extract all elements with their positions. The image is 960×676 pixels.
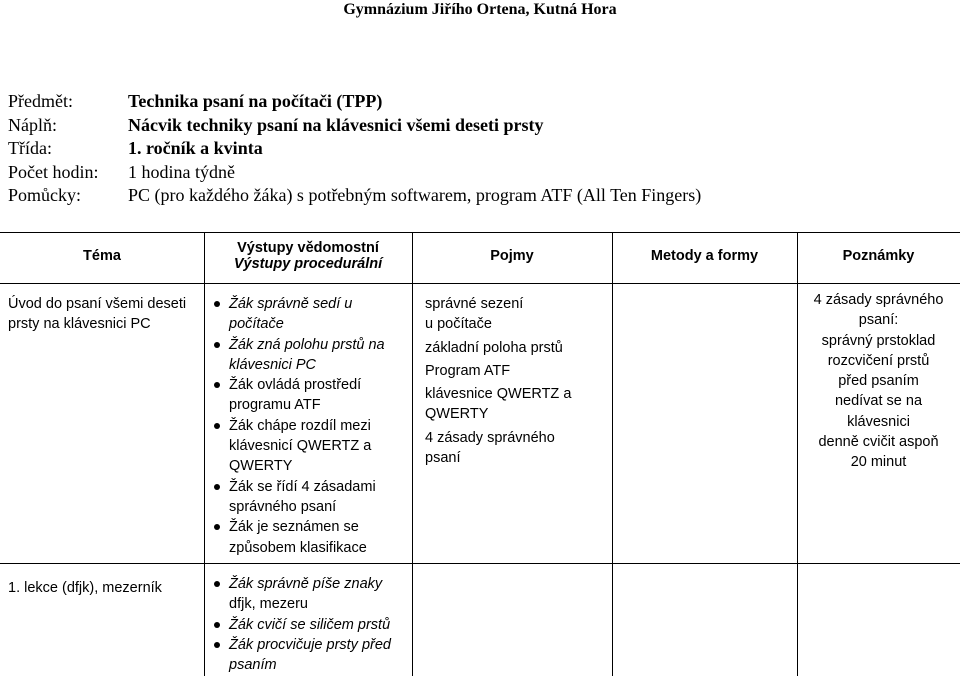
info-label: Pomůcky: [8,185,82,205]
header-pojmy-label: Pojmy [490,248,534,264]
table-col-divider [797,232,798,676]
info-value: Nácvik techniky psaní na klávesnici všemi deseti prsty [128,114,544,135]
list-item: Žák se řídí 4 zásadami správného psaní [212,477,396,518]
table-col-divider [412,232,413,676]
info-label: Předmět: [8,91,73,111]
row2-tema: 1. lekce (dfjk), mezerník [8,580,162,596]
list-item-tail: dfjk, mezeru [229,596,308,613]
poznamka-line: správný prstoklad [821,332,936,349]
info-label: Třída: [8,138,52,158]
row1-vystupy [212,294,396,558]
pojem-line: psaní [425,450,461,467]
info-row-class [8,137,701,161]
list-item: Žák je seznámen se způsobem klasifikace [212,517,396,558]
poznamka-line: psaní: [858,312,899,329]
info-value: 1 hodina týdně [128,161,235,182]
pojem-line: základní poloha prstů [425,339,563,356]
table-row-divider [0,563,960,564]
list-item: Žák ovládá prostředí programu ATF [212,375,396,416]
list-item-text: Žák správně píše znaky [229,576,383,592]
school-name: Gymnázium Jiřího Ortena, Kutná Hora [343,1,617,18]
info-value: 1. ročník a kvinta [128,138,263,158]
row2-vystupy [212,574,402,675]
course-info [8,90,701,208]
pojem-line: u počítače [425,316,492,333]
info-row-content [8,114,701,138]
info-row-tools [8,184,701,208]
info-value: PC (pro každého žáka) s potřebným softwarem, program ATF (All Ten Fingers) [128,185,702,205]
poznamka-line: před psaním [838,373,919,390]
poznamka-line: denně cvičit aspoň [818,434,939,451]
pojem-line: správné sezení [425,296,524,312]
pojem-line: klávesnice QWERTZ a [425,386,572,403]
header-poznamky [797,232,960,280]
row1-tema: Úvod do psaní všemi deseti prsty na klávesnici PC [8,296,187,333]
info-row-subject [8,90,701,114]
row1-pojmy [425,294,605,468]
list-item [212,574,402,615]
info-row-hours [8,161,701,185]
info-label: Počet hodin: [8,161,99,182]
header-tema [0,232,204,280]
header-vystupy-procedural: Výstupy procedurální [233,256,383,272]
table-col-divider [612,232,613,676]
header-metody [612,232,797,280]
info-value: Technika psaní na počítači (TPP) [128,91,383,111]
header-pojmy [412,232,612,280]
list-item: Žák zná polohu prstů na klávesnici PC [212,335,396,376]
header-tema-label: Téma [83,248,121,264]
poznamka-line: nedívat se na [834,393,923,410]
poznamka-line: 20 minut [850,454,907,471]
poznamka-line: rozcvičení prstů [827,352,930,369]
list-item: Žák cvičí se siličem prstů [212,615,402,635]
header-vystupy-knowledge: Výstupy vědomostní [237,240,379,256]
pojem-line: 4 zásady správného [425,429,555,446]
header-metody-label: Metody a formy [650,248,759,264]
list-item: Žák správně sedí u počítače [212,294,396,335]
poznamka-line: 4 zásady správného [813,292,944,308]
list-item: Žák chápe rozdíl mezi klávesnicí QWERTZ a QWERTY [212,416,396,477]
pojem-line: Program ATF [425,362,511,379]
header-poznamky-label: Poznámky [842,248,915,264]
header-vystupy [204,232,412,280]
list-item: Žák procvičuje prsty před psaním [212,635,402,676]
poznamka-line: klávesnici [847,413,910,430]
row1-poznamky [800,290,957,473]
info-label: Náplň: [8,114,57,135]
table-header-divider [0,283,960,284]
table-col-divider [204,232,205,676]
pojem-line: QWERTY [425,406,489,423]
